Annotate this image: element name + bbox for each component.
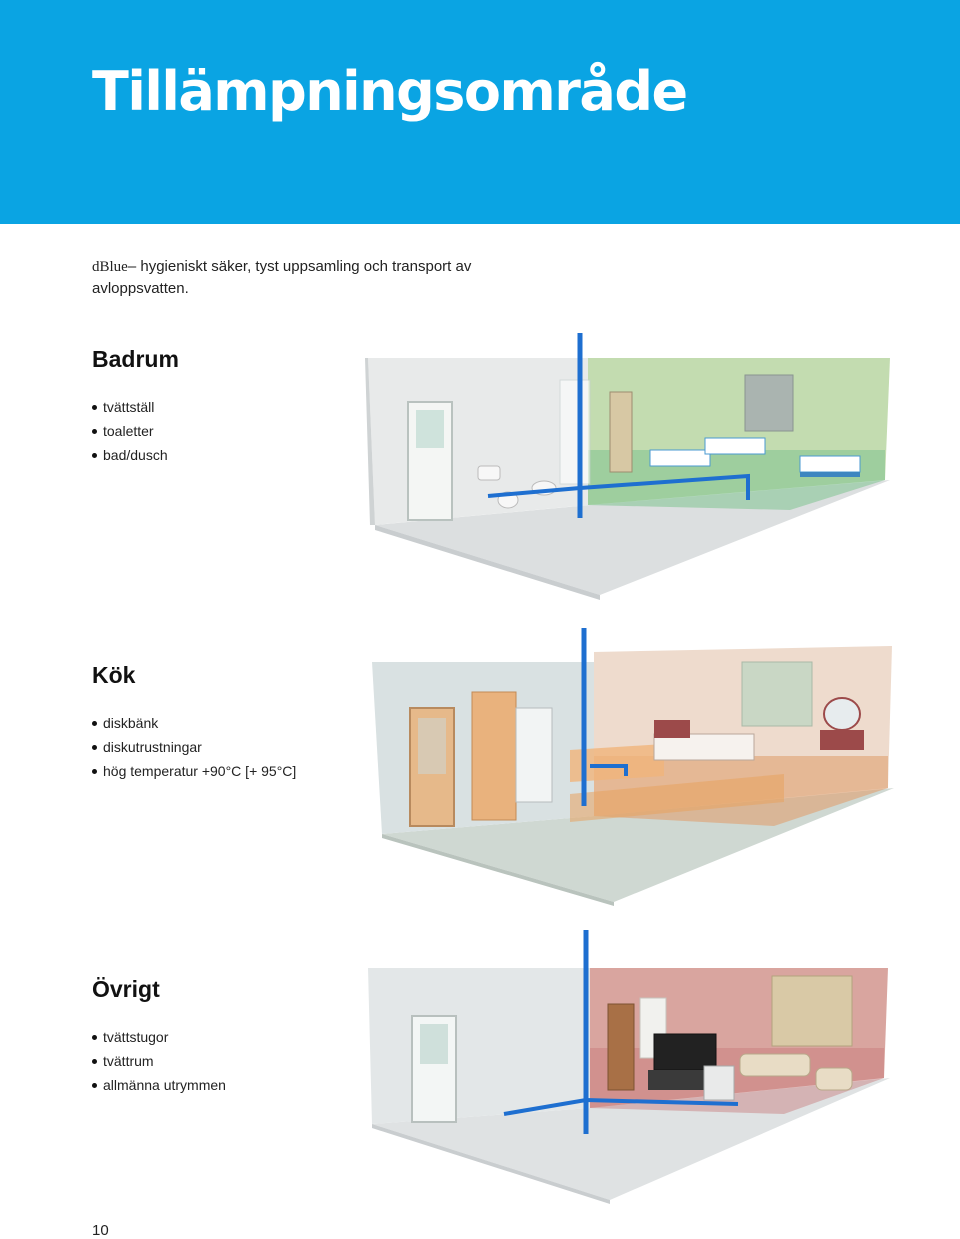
list-item: tvättställ (92, 395, 382, 419)
list-item: bad/dusch (92, 443, 382, 467)
list-item: allmänna utrymmen (92, 1073, 382, 1097)
header-banner (0, 0, 960, 224)
list-item: diskbänk (92, 711, 382, 735)
page-number: 10 (92, 1222, 109, 1239)
section-title: Övrigt (92, 976, 160, 1002)
bathroom-hospital-illustration (360, 330, 900, 600)
section-badrum (92, 346, 382, 467)
list-item: hög temperatur +90°C [+ 95°C] (92, 759, 382, 783)
laundry-livingroom-illustration (364, 928, 904, 1208)
section-list (92, 1025, 382, 1097)
intro-paragraph (92, 256, 492, 300)
section-ovrigt (92, 976, 382, 1097)
section-title: Badrum (92, 346, 179, 372)
section-title: Kök (92, 662, 136, 688)
list-item: toaletter (92, 419, 382, 443)
section-kok (92, 662, 382, 783)
list-item: tvättstugor (92, 1025, 382, 1049)
list-item: tvättrum (92, 1049, 382, 1073)
section-list (92, 395, 382, 467)
brand-name: dBlue (92, 259, 128, 275)
list-item: diskutrustningar (92, 735, 382, 759)
kitchen-bedroom-illustration (364, 626, 904, 906)
page-title: Tillämpningsområde (92, 60, 687, 123)
intro-text: – hygieniskt säker, tyst uppsamling och transport av avloppsvatten. (92, 258, 472, 297)
section-list (92, 711, 382, 783)
